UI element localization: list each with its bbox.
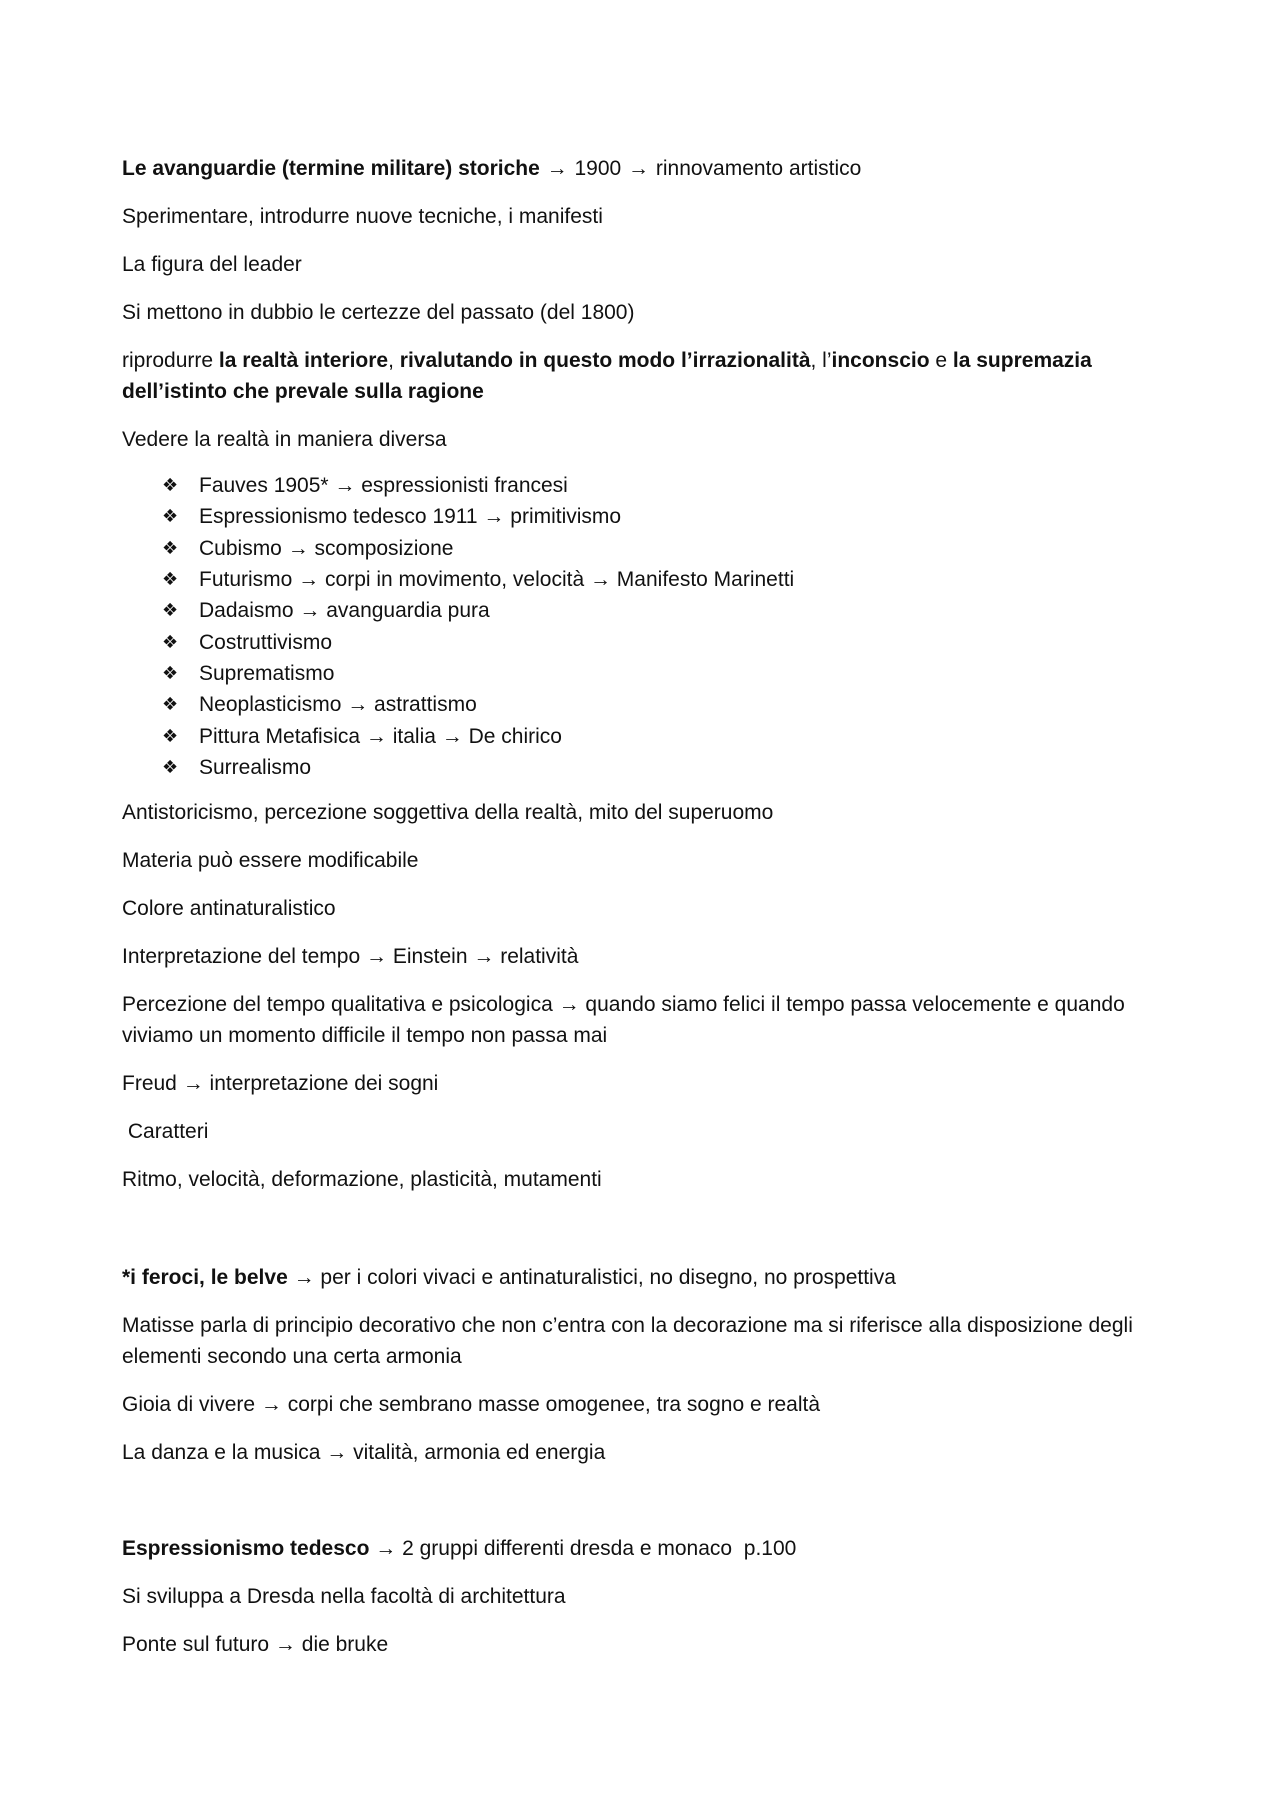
diamond-bullet-icon: ❖ [162, 537, 179, 559]
list-item: ❖ Fauves 1905* → espressionisti francesi [162, 470, 1160, 501]
arrow-right-icon: → [628, 157, 650, 180]
arrow-right-icon: → [546, 157, 568, 180]
paragraph: Si mettono in dubbio le certezze del passato (del 1800) [122, 301, 635, 324]
bold-text: Le avanguardie (termine militare) storiche [122, 157, 540, 180]
paragraph: Interpretazione del tempo → Einstein → relatività [122, 944, 579, 968]
diamond-bullet-icon: ❖ [162, 506, 179, 528]
paragraph: Percezione del tempo qualitativa e psicologica → quando siamo felici il tempo passa velocemente e quando viviamo un momento difficile il tempo non passa mai [122, 992, 1131, 1047]
diamond-bullet-icon: ❖ [162, 694, 179, 716]
list-item: ❖ Dadaismo → avanguardia pura [162, 595, 1160, 626]
list-item: ❖ Costruttivismo [162, 626, 1160, 657]
diamond-bullet-icon: ❖ [162, 631, 179, 653]
list-item: ❖ Surrealismo [162, 752, 1160, 783]
bold-text: *i feroci, le belve [122, 1265, 288, 1289]
list-item: ❖ Neoplasticismo → astrattismo [162, 689, 1160, 720]
bold-text: inconscio [831, 349, 930, 372]
paragraph-caratteri: Caratteri [122, 1119, 209, 1143]
paragraph: Matisse parla di principio decorativo che non c’entra con la decorazione ma si riferisce alla disposizione degli elementi secondo una certa armonia [122, 1313, 1139, 1368]
diamond-bullet-icon: ❖ [162, 725, 179, 747]
bold-text: Espressionismo tedesco [122, 1536, 370, 1560]
paragraph-realta-interiore: riprodurre la realtà interiore, rivalutando in questo modo l’irrazionalità, l’inconscio e la supremazia dell’istinto che prevale sulla ragione [122, 349, 1098, 403]
bold-text: la realtà interiore [218, 349, 389, 372]
diamond-bullet-icon: ❖ [162, 662, 179, 684]
paragraph-fauves-note: *i feroci, le belve → per i colori vivaci e antinaturalistici, no disegno, no prospettiva [122, 1265, 896, 1289]
paragraph: Si sviluppa a Dresda nella facoltà di architettura [122, 1584, 566, 1608]
avant-garde-movements-list [122, 470, 1160, 783]
paragraph-espressionismo-heading: Espressionismo tedesco → 2 gruppi differenti dresda e monaco p.100 [122, 1536, 797, 1560]
paragraph: La danza e la musica → vitalità, armonia ed energia [122, 1440, 606, 1464]
paragraph: Gioia di vivere → corpi che sembrano masse omogenee, tra sogno e realtà [122, 1392, 821, 1416]
paragraph-intro-heading: Le avanguardie (termine militare) storiche → 1900 → rinnovamento artistico [122, 153, 1160, 184]
list-item: ❖ Pittura Metafisica → italia → De chirico [162, 720, 1160, 751]
paragraph: Ritmo, velocità, deformazione, plasticità, mutamenti [122, 1167, 602, 1191]
bold-text: rivalutando in questo modo l’irrazionalità [399, 349, 811, 372]
paragraph: Vedere la realtà in maniera diversa [122, 428, 447, 451]
paragraph: Ponte sul futuro → die bruke [122, 1632, 389, 1656]
list-item: ❖ Espressionismo tedesco 1911 → primitivismo [162, 501, 1160, 532]
list-item: ❖ Futurismo → corpi in movimento, velocità → Manifesto Marinetti [162, 564, 1160, 595]
diamond-bullet-icon: ❖ [162, 475, 179, 497]
paragraph: Sperimentare, introdurre nuove tecniche, i manifesti [122, 205, 603, 228]
paragraph: Antistoricismo, percezione soggettiva della realtà, mito del superuomo [122, 800, 774, 824]
diamond-bullet-icon: ❖ [162, 600, 179, 622]
diamond-bullet-icon: ❖ [162, 569, 179, 591]
blank-line [122, 1485, 1160, 1533]
list-item: ❖ Suprematismo [162, 658, 1160, 689]
paragraph: Freud → interpretazione dei sogni [122, 1071, 439, 1095]
paragraph: Colore antinaturalistico [122, 896, 336, 920]
diamond-bullet-icon: ❖ [162, 756, 179, 778]
blank-line [122, 1212, 1160, 1262]
bold-text: la supremazia dell’istinto che prevale sulla ragione [122, 349, 1098, 403]
list-item: ❖ Cubismo → scomposizione [162, 533, 1160, 564]
paragraph: Materia può essere modificabile [122, 848, 419, 872]
paragraph: La figura del leader [122, 253, 302, 276]
